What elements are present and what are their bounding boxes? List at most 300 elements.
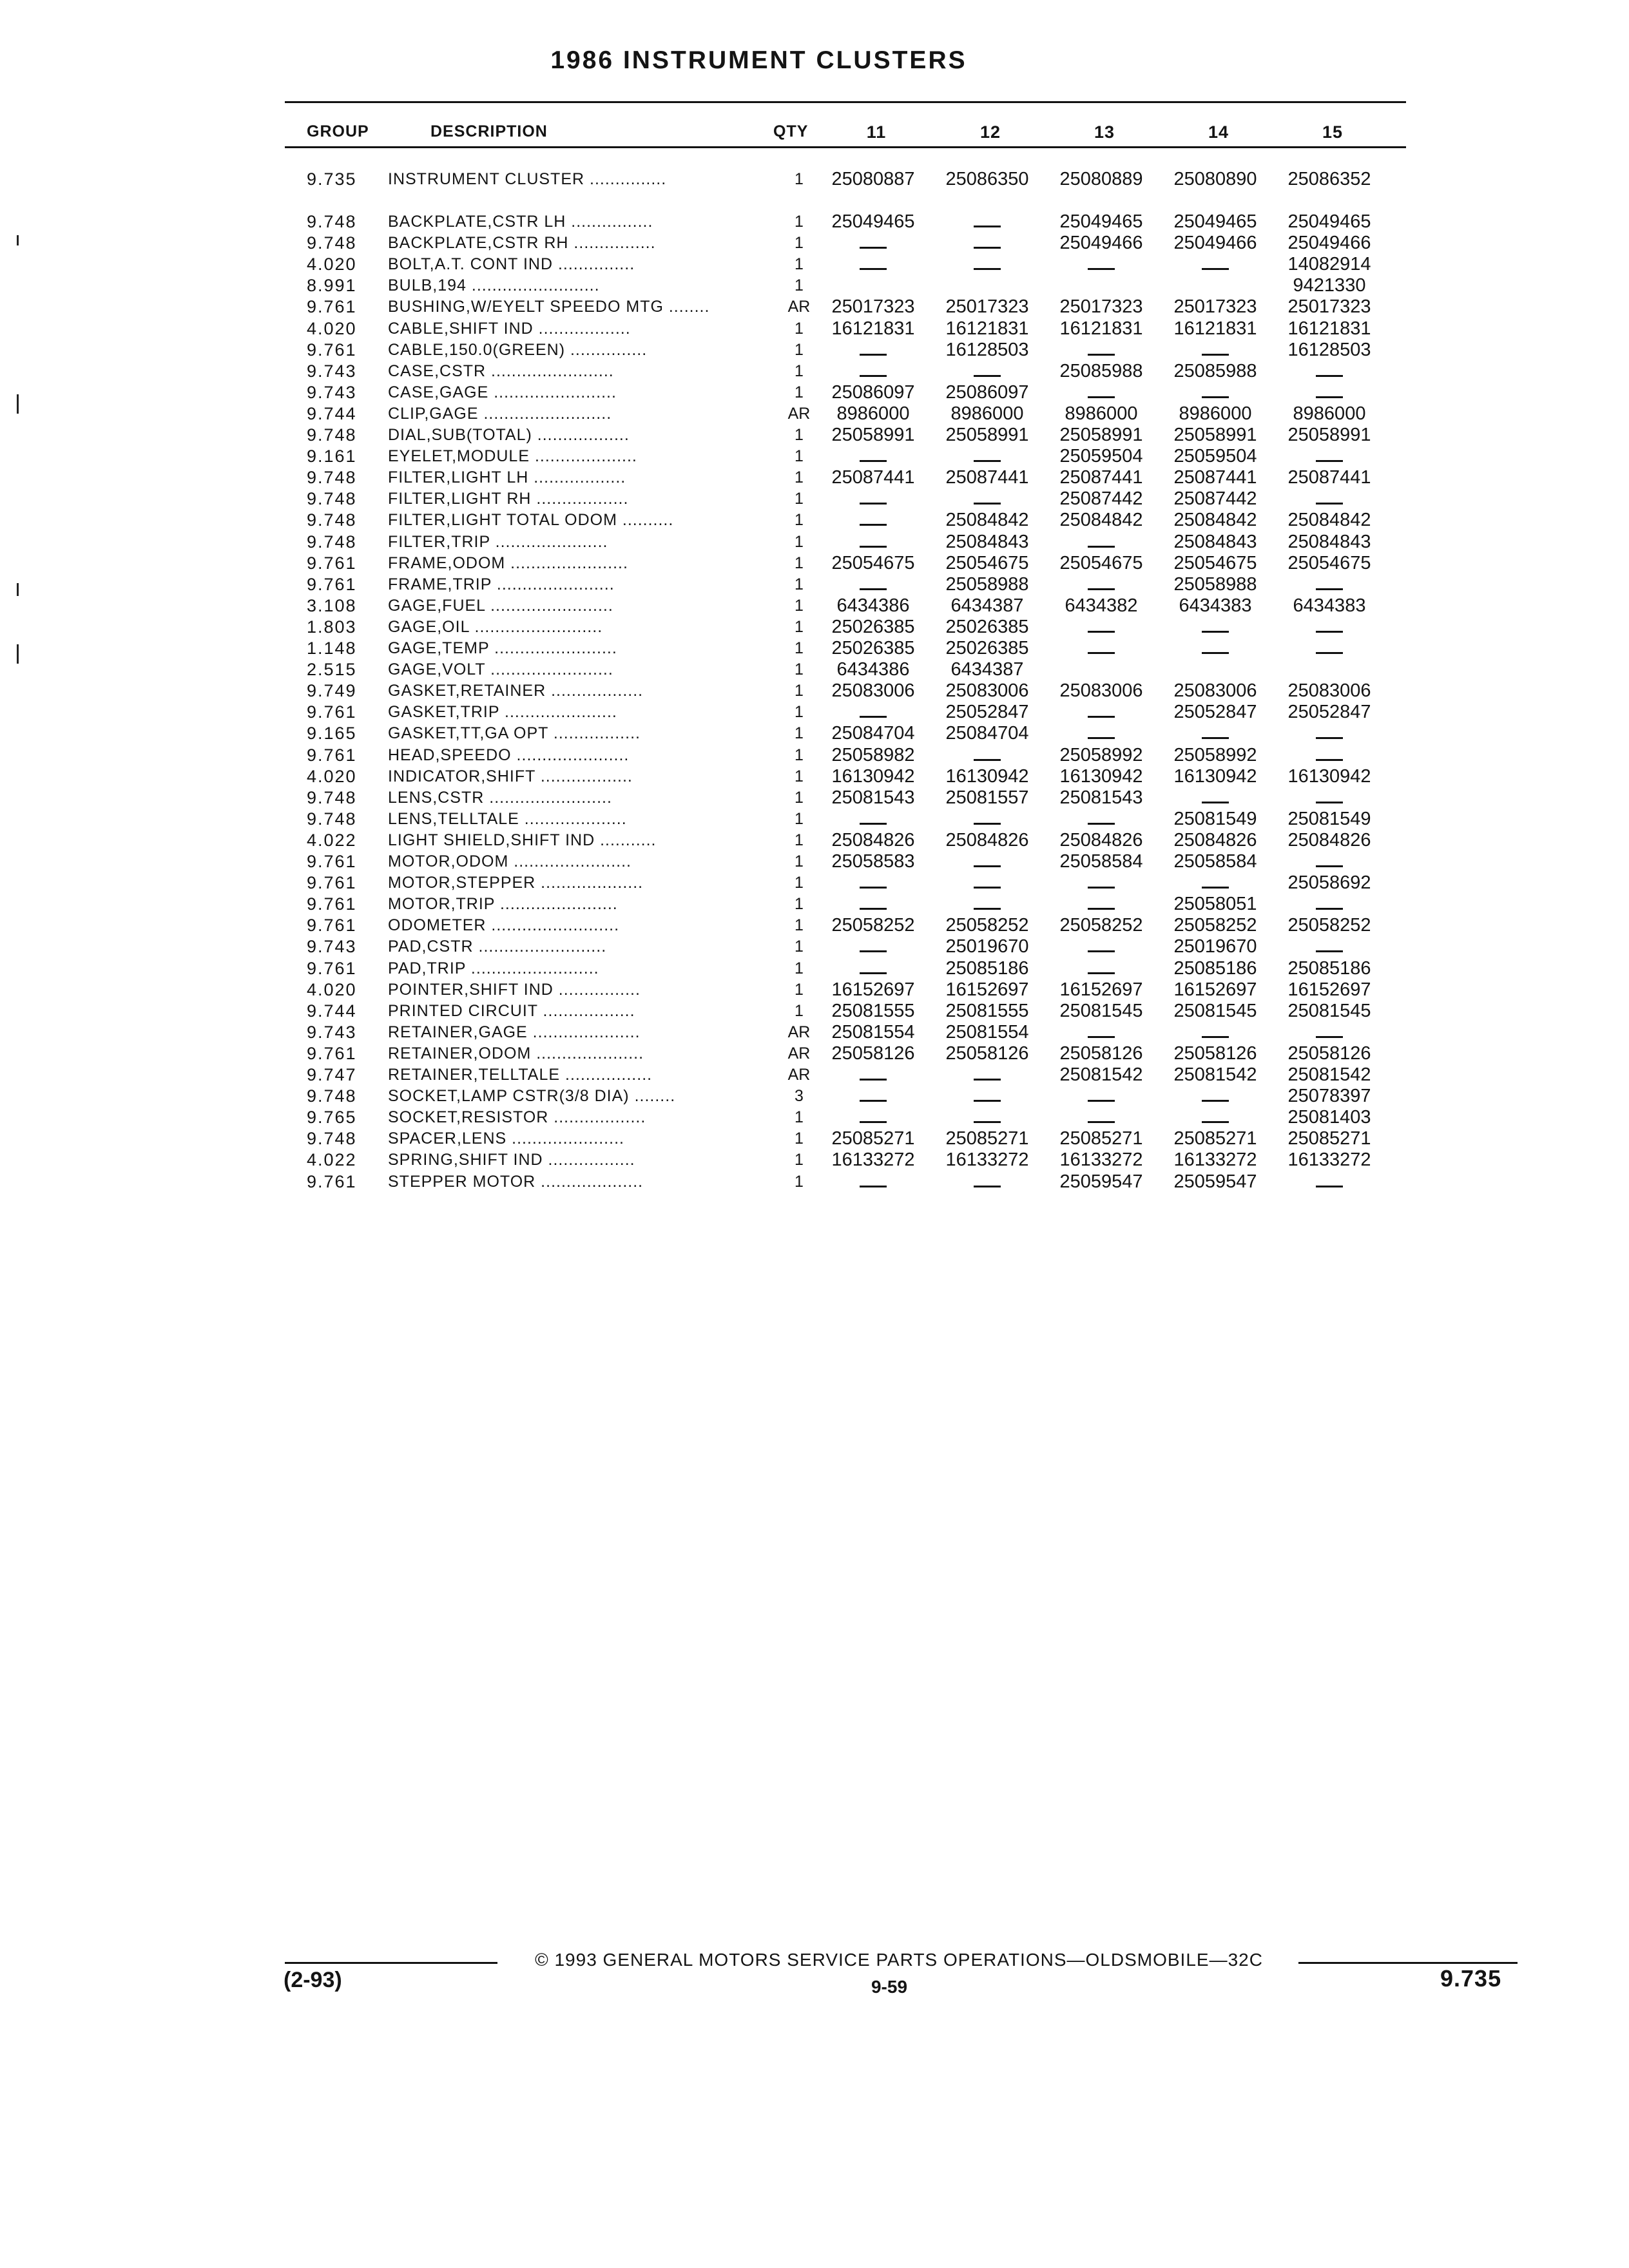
dash-mark xyxy=(1202,887,1229,889)
part-description: GASKET,TT,GA OPT ................. xyxy=(388,724,641,743)
part-number: 25086350 xyxy=(945,169,1029,189)
part-number: 25049465 xyxy=(831,211,915,232)
part-number: 16130942 xyxy=(1287,765,1371,787)
part-description: GAGE,FUEL ........................ xyxy=(388,596,613,615)
part-description: CABLE,150.0(GREEN) ............... xyxy=(388,340,648,359)
part-quantity: AR xyxy=(787,1066,811,1084)
group-number: 9.748 xyxy=(307,489,357,509)
dash-mark xyxy=(1088,950,1115,952)
part-quantity: 1 xyxy=(795,596,804,615)
column-header-model-15: 15 xyxy=(1322,122,1344,142)
part-number: 8986000 xyxy=(950,403,1024,424)
group-number: 9.748 xyxy=(307,809,357,829)
dash-mark xyxy=(1202,802,1229,803)
table-row xyxy=(0,1149,1629,1171)
part-number: 25084843 xyxy=(1287,531,1371,552)
dash-mark xyxy=(1088,1100,1115,1102)
part-number: 6434386 xyxy=(836,595,910,616)
dash-mark xyxy=(1202,631,1229,633)
footer-section-number: 9.735 xyxy=(1440,1965,1502,1992)
part-number: 25085186 xyxy=(1173,957,1257,979)
part-number: 25087441 xyxy=(831,467,915,488)
part-description: LIGHT SHIELD,SHIFT IND ........... xyxy=(388,831,657,849)
dash-mark xyxy=(974,1079,1001,1081)
part-number: 25081545 xyxy=(1173,1000,1257,1021)
part-number: 25081542 xyxy=(1173,1064,1257,1085)
dash-mark xyxy=(974,759,1001,761)
part-description: INSTRUMENT CLUSTER ............... xyxy=(388,170,667,188)
dash-mark xyxy=(1088,588,1115,590)
part-number: 25019670 xyxy=(1173,936,1257,957)
part-quantity: 1 xyxy=(795,852,804,870)
part-number: 25087441 xyxy=(945,467,1029,488)
part-number: 25085271 xyxy=(1059,1128,1143,1149)
part-description: CLIP,GAGE ......................... xyxy=(388,404,612,423)
part-quantity: 1 xyxy=(795,575,804,593)
part-description: RETAINER,TELLTALE ................. xyxy=(388,1066,653,1084)
dash-mark xyxy=(974,887,1001,889)
part-quantity: 1 xyxy=(795,937,804,956)
dash-mark xyxy=(974,865,1001,867)
part-number: 25049466 xyxy=(1287,233,1371,254)
part-number: 25058126 xyxy=(1173,1043,1257,1064)
part-number: 25017323 xyxy=(945,296,1029,318)
part-number: 25081549 xyxy=(1287,808,1371,829)
part-number: 25058126 xyxy=(831,1043,915,1064)
dash-mark xyxy=(1316,588,1343,590)
dash-mark xyxy=(974,908,1001,910)
table-row xyxy=(0,830,1629,851)
part-quantity: 1 xyxy=(795,234,804,253)
table-row xyxy=(0,233,1629,254)
group-number: 4.020 xyxy=(307,979,357,999)
part-number: 25083006 xyxy=(1173,680,1257,702)
part-number: 25058988 xyxy=(945,573,1029,595)
part-description: SPACER,LENS ...................... xyxy=(388,1129,624,1148)
table-row xyxy=(0,723,1629,744)
part-number: 25085271 xyxy=(1173,1128,1257,1149)
part-quantity: 1 xyxy=(795,660,804,679)
part-number: 25019670 xyxy=(945,936,1029,957)
part-number: 25081554 xyxy=(831,1021,915,1043)
part-number: 25086097 xyxy=(831,381,915,403)
part-quantity: 1 xyxy=(795,170,804,188)
binding-mark xyxy=(17,235,19,245)
group-number: 2.515 xyxy=(307,660,357,680)
dash-mark xyxy=(1316,1186,1343,1187)
part-number: 16152697 xyxy=(945,979,1029,1000)
part-number: 25058252 xyxy=(1287,915,1371,936)
dash-mark xyxy=(1088,716,1115,718)
part-number: 16152697 xyxy=(1287,979,1371,1000)
dash-mark xyxy=(860,460,887,462)
part-number: 9421330 xyxy=(1293,275,1366,296)
part-number: 6434387 xyxy=(950,659,1024,680)
part-number: 25085186 xyxy=(1287,957,1371,979)
part-number: 25085271 xyxy=(1287,1128,1371,1149)
dash-mark xyxy=(974,460,1001,462)
dash-mark xyxy=(1088,1036,1115,1038)
part-number: 25058991 xyxy=(1173,425,1257,445)
part-number: 25054675 xyxy=(945,552,1029,573)
part-description: BUSHING,W/EYELT SPEEDO MTG ........ xyxy=(388,298,710,316)
dash-mark xyxy=(974,1121,1001,1123)
dash-mark xyxy=(1088,652,1115,654)
dash-mark xyxy=(860,887,887,889)
dash-mark xyxy=(1088,908,1115,910)
dash-mark xyxy=(1202,268,1229,270)
part-number: 25017323 xyxy=(1173,296,1257,318)
dash-mark xyxy=(974,503,1001,505)
part-number: 14082914 xyxy=(1287,254,1371,275)
group-number: 9.744 xyxy=(307,403,357,423)
dash-mark xyxy=(860,1186,887,1187)
table-row xyxy=(0,1043,1629,1064)
table-row xyxy=(0,745,1629,766)
part-number: 16130942 xyxy=(831,765,915,787)
footer-revision: (2-93) xyxy=(284,1968,342,1992)
part-number: 25084826 xyxy=(945,829,1029,850)
part-description: FRAME,TRIP ....................... xyxy=(388,575,615,593)
part-description: GAGE,TEMP ........................ xyxy=(388,639,617,657)
column-header-model-11: 11 xyxy=(866,122,887,142)
part-number: 6434383 xyxy=(1293,595,1366,616)
part-number: 25083006 xyxy=(945,680,1029,702)
part-number: 25087441 xyxy=(1173,467,1257,488)
group-number: 9.761 xyxy=(307,553,357,573)
part-quantity: 1 xyxy=(795,1129,804,1148)
table-row xyxy=(0,340,1629,361)
column-header-description: DESCRIPTION xyxy=(430,122,548,140)
part-description: ODOMETER ......................... xyxy=(388,916,620,935)
part-number: 25084704 xyxy=(831,723,915,744)
dash-mark xyxy=(1316,759,1343,761)
part-description: FRAME,ODOM ....................... xyxy=(388,553,628,572)
part-number: 8986000 xyxy=(1179,403,1252,424)
table-row xyxy=(0,211,1629,233)
part-number: 25084826 xyxy=(1287,829,1371,850)
part-number: 25083006 xyxy=(1287,680,1371,702)
part-number: 25026385 xyxy=(945,638,1029,658)
table-row xyxy=(0,403,1629,425)
part-number: 25085988 xyxy=(1059,360,1143,381)
table-row xyxy=(0,1064,1629,1086)
part-number: 25087442 xyxy=(1059,488,1143,510)
group-number: 9.761 xyxy=(307,745,357,765)
part-number: 8986000 xyxy=(1065,403,1138,424)
part-quantity: 1 xyxy=(795,916,804,935)
part-number: 16133272 xyxy=(1059,1149,1143,1171)
table-row xyxy=(0,595,1629,617)
part-number: 25058584 xyxy=(1059,851,1143,872)
table-row xyxy=(0,915,1629,936)
dash-mark xyxy=(974,1100,1001,1102)
group-number: 1.148 xyxy=(307,639,357,658)
part-number: 25049466 xyxy=(1173,233,1257,254)
part-number: 25081549 xyxy=(1173,808,1257,829)
dash-mark xyxy=(1088,737,1115,739)
dash-mark xyxy=(1088,823,1115,825)
part-number: 16133272 xyxy=(1173,1149,1257,1171)
dash-mark xyxy=(1088,354,1115,356)
part-description: GASKET,TRIP ...................... xyxy=(388,703,617,722)
part-number: 25058991 xyxy=(1287,425,1371,445)
part-number: 25058252 xyxy=(831,915,915,936)
part-quantity: 1 xyxy=(795,959,804,977)
part-number: 25084826 xyxy=(1059,829,1143,850)
part-description: GAGE,VOLT ........................ xyxy=(388,660,613,679)
part-number: 16128503 xyxy=(945,339,1029,360)
part-number: 25084704 xyxy=(945,723,1029,744)
part-number: 25085271 xyxy=(831,1128,915,1149)
part-number: 25058252 xyxy=(1059,915,1143,936)
part-quantity: 1 xyxy=(795,788,804,807)
part-number: 25058992 xyxy=(1173,744,1257,765)
dash-mark xyxy=(860,823,887,825)
part-description: CABLE,SHIFT IND .................. xyxy=(388,319,631,338)
part-number: 25058051 xyxy=(1173,894,1257,915)
part-quantity: 1 xyxy=(795,468,804,487)
dash-mark xyxy=(860,908,887,910)
footer-copyright: © 1993 GENERAL MOTORS SERVICE PARTS OPERATIONS—OLDSMOBILE—32C xyxy=(535,1950,1263,1970)
part-description: FILTER,LIGHT LH .................. xyxy=(388,468,626,487)
part-number: 25052847 xyxy=(1173,702,1257,723)
part-number: 25058252 xyxy=(1173,915,1257,936)
group-number: 9.761 xyxy=(307,852,357,871)
part-description: PAD,TRIP ......................... xyxy=(388,959,599,977)
table-row xyxy=(0,979,1629,1001)
part-quantity: 3 xyxy=(795,1087,804,1106)
part-description: POINTER,SHIFT IND ................ xyxy=(388,980,641,999)
part-number: 25054675 xyxy=(1059,552,1143,573)
part-number: 16133272 xyxy=(945,1149,1029,1171)
part-number: 25081543 xyxy=(831,787,915,808)
part-number: 25085271 xyxy=(945,1128,1029,1149)
group-number: 3.108 xyxy=(307,595,357,615)
part-number: 16152697 xyxy=(1173,979,1257,1000)
part-number: 25081555 xyxy=(945,1000,1029,1021)
dash-mark xyxy=(1316,460,1343,462)
dash-mark xyxy=(860,1100,887,1102)
column-header-model-14: 14 xyxy=(1208,122,1229,142)
part-quantity: 1 xyxy=(795,426,804,444)
part-number: 25058991 xyxy=(831,425,915,445)
part-quantity: 1 xyxy=(795,383,804,401)
part-number: 25084826 xyxy=(831,829,915,850)
part-quantity: 1 xyxy=(795,809,804,828)
part-number: 25081542 xyxy=(1059,1064,1143,1085)
group-number: 9.761 xyxy=(307,340,357,360)
dash-mark xyxy=(974,226,1001,227)
part-quantity: 1 xyxy=(795,1108,804,1127)
part-description: CASE,CSTR ........................ xyxy=(388,361,614,380)
group-number: 9.161 xyxy=(307,447,357,466)
group-number: 8.991 xyxy=(307,276,357,296)
part-quantity: 1 xyxy=(795,895,804,914)
part-number: 25086352 xyxy=(1287,169,1371,189)
part-description: SPRING,SHIFT IND ................. xyxy=(388,1151,635,1169)
part-quantity: 1 xyxy=(795,703,804,722)
group-number: 9.748 xyxy=(307,787,357,807)
top-rule xyxy=(285,101,1406,103)
part-number: 25052847 xyxy=(945,702,1029,723)
dash-mark xyxy=(860,972,887,974)
group-number: 9.761 xyxy=(307,1043,357,1063)
dash-mark xyxy=(860,375,887,377)
part-number: 16152697 xyxy=(831,979,915,1000)
part-number: 25049465 xyxy=(1287,211,1371,232)
dash-mark xyxy=(860,268,887,270)
part-quantity: AR xyxy=(787,404,811,423)
group-number: 9.761 xyxy=(307,873,357,893)
part-number: 25054675 xyxy=(1287,552,1371,573)
part-quantity: 1 xyxy=(795,980,804,999)
dash-mark xyxy=(1088,1121,1115,1123)
dash-mark xyxy=(974,1186,1001,1187)
group-number: 4.022 xyxy=(307,1150,357,1170)
part-number: 16130942 xyxy=(945,765,1029,787)
part-number: 25054675 xyxy=(831,552,915,573)
part-number: 25081542 xyxy=(1287,1064,1371,1085)
group-number: 9.761 xyxy=(307,916,357,936)
part-number: 25081543 xyxy=(1059,787,1143,808)
part-number: 8986000 xyxy=(836,403,910,424)
table-row xyxy=(0,425,1629,446)
dash-mark xyxy=(1316,950,1343,952)
group-number: 9.761 xyxy=(307,894,357,914)
dash-mark xyxy=(860,950,887,952)
table-row xyxy=(0,1171,1629,1193)
group-number: 9.748 xyxy=(307,425,357,445)
table-row xyxy=(0,766,1629,787)
part-number: 25026385 xyxy=(945,616,1029,637)
part-number: 25049465 xyxy=(1059,211,1143,232)
dash-mark xyxy=(1316,737,1343,739)
group-number: 9.748 xyxy=(307,233,357,253)
part-number: 25058692 xyxy=(1287,872,1371,894)
dash-mark xyxy=(1202,737,1229,739)
footer-rule-right xyxy=(1298,1962,1518,1964)
part-number: 25084843 xyxy=(1173,531,1257,552)
dash-mark xyxy=(1088,887,1115,889)
group-number: 1.803 xyxy=(307,617,357,637)
part-number: 25059504 xyxy=(1173,446,1257,467)
group-number: 9.743 xyxy=(307,361,357,381)
part-description: CASE,GAGE ........................ xyxy=(388,383,617,401)
table-row xyxy=(0,553,1629,574)
table-row xyxy=(0,1107,1629,1128)
dash-mark xyxy=(1088,972,1115,974)
part-description: BACKPLATE,CSTR RH ................ xyxy=(388,234,656,253)
part-number: 16121831 xyxy=(831,318,915,339)
part-description: RETAINER,ODOM ..................... xyxy=(388,1044,644,1062)
part-description: MOTOR,TRIP ....................... xyxy=(388,895,618,914)
dash-mark xyxy=(1088,631,1115,633)
part-quantity: 1 xyxy=(795,617,804,636)
part-number: 25058992 xyxy=(1059,744,1143,765)
group-number: 9.743 xyxy=(307,937,357,957)
part-number: 25058252 xyxy=(945,915,1029,936)
binding-mark xyxy=(17,644,19,664)
dash-mark xyxy=(1202,1121,1229,1123)
part-number: 25058991 xyxy=(945,425,1029,445)
part-number: 25017323 xyxy=(1287,296,1371,318)
table-row xyxy=(0,169,1629,190)
dash-mark xyxy=(1316,1036,1343,1038)
part-number: 25058126 xyxy=(945,1043,1029,1064)
part-quantity: 1 xyxy=(795,767,804,785)
dash-mark xyxy=(1316,802,1343,803)
part-quantity: 1 xyxy=(795,255,804,274)
part-description: FILTER,TRIP ...................... xyxy=(388,532,608,551)
part-description: FILTER,LIGHT RH .................. xyxy=(388,490,629,508)
part-quantity: 1 xyxy=(795,831,804,849)
table-row xyxy=(0,1086,1629,1107)
table-row xyxy=(0,382,1629,403)
header-rule xyxy=(285,146,1406,148)
part-number: 25084842 xyxy=(1287,510,1371,531)
table-row xyxy=(0,361,1629,382)
group-number: 9.748 xyxy=(307,1086,357,1106)
table-row xyxy=(0,787,1629,809)
table-row xyxy=(0,488,1629,510)
dash-mark xyxy=(974,823,1001,825)
dash-mark xyxy=(860,503,887,505)
dash-mark xyxy=(1088,268,1115,270)
part-description: HEAD,SPEEDO ...................... xyxy=(388,745,630,764)
group-number: 4.020 xyxy=(307,766,357,786)
group-number: 9.765 xyxy=(307,1108,357,1128)
part-number: 25081545 xyxy=(1287,1000,1371,1021)
group-number: 9.748 xyxy=(307,468,357,488)
part-quantity: 1 xyxy=(795,340,804,359)
table-row xyxy=(0,809,1629,830)
binding-mark xyxy=(17,583,19,596)
table-row xyxy=(0,296,1629,318)
group-number: 9.761 xyxy=(307,297,357,317)
part-number: 16121831 xyxy=(945,318,1029,339)
part-number: 25026385 xyxy=(831,638,915,658)
part-number: 25084842 xyxy=(945,510,1029,531)
part-description: BOLT,A.T. CONT IND ............... xyxy=(388,255,635,274)
table-row xyxy=(0,275,1629,296)
part-number: 25084843 xyxy=(945,531,1029,552)
part-description: SOCKET,RESISTOR .................. xyxy=(388,1108,646,1127)
group-number: 9.165 xyxy=(307,724,357,744)
part-number: 25059504 xyxy=(1059,446,1143,467)
part-number: 25017323 xyxy=(1059,296,1143,318)
dash-mark xyxy=(860,716,887,718)
table-row xyxy=(0,318,1629,340)
part-number: 16128503 xyxy=(1287,339,1371,360)
table-row xyxy=(0,659,1629,680)
dash-mark xyxy=(1316,631,1343,633)
part-number: 25081403 xyxy=(1287,1107,1371,1128)
part-number: 25083006 xyxy=(831,680,915,702)
column-header-model-12: 12 xyxy=(979,122,1001,142)
part-quantity: 1 xyxy=(795,553,804,572)
part-quantity: 1 xyxy=(795,874,804,892)
dash-mark xyxy=(974,375,1001,377)
part-number: 25049466 xyxy=(1059,233,1143,254)
part-number: 16121831 xyxy=(1059,318,1143,339)
dash-mark xyxy=(1316,908,1343,910)
part-number: 25084842 xyxy=(1173,510,1257,531)
group-number: 9.748 xyxy=(307,212,357,231)
dash-mark xyxy=(860,524,887,526)
group-number: 9.748 xyxy=(307,532,357,552)
dash-mark xyxy=(860,247,887,249)
